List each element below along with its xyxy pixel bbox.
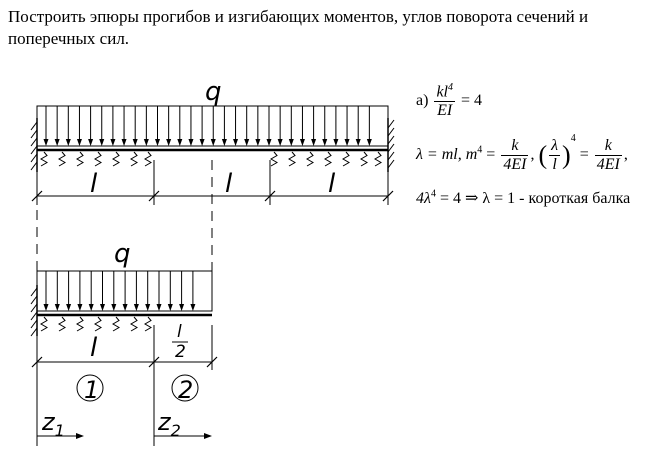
- spring: [307, 152, 313, 166]
- eq1-rhs: = 4: [460, 91, 483, 109]
- equation-1: [416, 82, 482, 120]
- z1-label: $z_1$: [42, 408, 65, 440]
- spring: [95, 317, 101, 331]
- equation-3: $4\lambda^4 = 4$ ⇒ λ = 1 - короткая балка: [416, 188, 631, 207]
- top-load-arrows: [44, 106, 372, 146]
- spring: [375, 152, 381, 166]
- span-label-2: l: [225, 169, 233, 199]
- spring: [325, 152, 331, 166]
- section-2-label: 2: [178, 376, 194, 404]
- section-1-label: 1: [84, 376, 100, 404]
- spring: [77, 152, 83, 166]
- span-label-3: l: [328, 169, 336, 199]
- bottom-span-half-den: 2: [175, 342, 186, 362]
- top-load-label: q: [205, 77, 222, 107]
- spring: [59, 152, 65, 166]
- spring: [131, 317, 137, 331]
- spring: [361, 152, 367, 166]
- bottom-left-wall-hatch: [31, 288, 37, 336]
- eq3-rhs: = 4 ⇒ λ = 1: [439, 190, 516, 207]
- equation-2: λ = ml, $m^4$ = $\frac{k}{4EI}$ , ( $\frac{\lambda}{l}$ )$^4$ = $\frac{k}{4EI}$ ,: [416, 133, 628, 173]
- top-elastic-foundation: [41, 152, 381, 166]
- spring: [289, 152, 295, 166]
- bottom-span-half-num: l: [177, 322, 182, 342]
- spring: [113, 317, 119, 331]
- span-label-1: l: [90, 169, 98, 199]
- spring: [113, 152, 119, 166]
- problem-statement: Построить эпюры прогибов и изгибающих моментов, углов поворота сечений и поперечных сил.: [8, 7, 589, 48]
- z2-arrowhead: [204, 433, 212, 439]
- spring: [145, 317, 151, 331]
- spring: [95, 152, 101, 166]
- case-label: а): [416, 91, 429, 109]
- bottom-load-arrows: [44, 271, 196, 311]
- eq1-fraction: $\frac{kl^4}{EI}$: [436, 82, 453, 120]
- bottom-load-label: q: [114, 239, 131, 269]
- spring: [77, 317, 83, 331]
- eq2-lhs: λ = ml,: [416, 146, 462, 163]
- eq2-fraction-2: $\frac{\lambda}{l}$: [551, 136, 559, 173]
- bottom-elastic-foundation: [41, 317, 151, 331]
- bottom-span-label-1: l: [90, 333, 98, 363]
- eq2-fraction-3: $\frac{k}{4EI}$: [596, 136, 620, 173]
- z1-arrowhead: [76, 433, 84, 439]
- eq3-conclusion: - короткая балка: [519, 190, 631, 207]
- spring: [271, 152, 277, 166]
- eq2-fraction-1: $\frac{k}{4EI}$: [503, 136, 527, 173]
- z2-label: $z_2$: [158, 408, 181, 440]
- spring: [41, 317, 47, 331]
- spring: [59, 317, 65, 331]
- top-left-wall-hatch: [31, 122, 37, 170]
- spring: [41, 152, 47, 166]
- top-right-wall-hatch: [388, 120, 394, 168]
- spring: [145, 152, 151, 166]
- spring: [343, 152, 349, 166]
- spring: [131, 152, 137, 166]
